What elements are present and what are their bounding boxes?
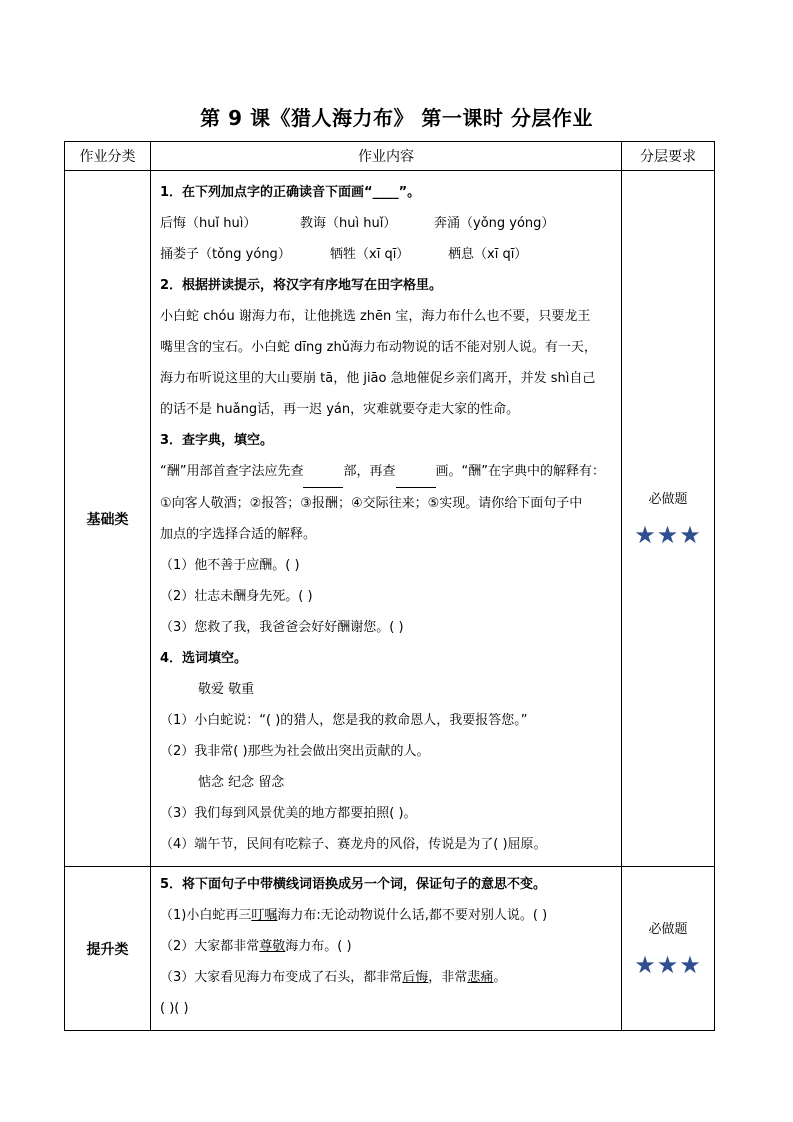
star-rating-icon: ★★★ [634, 521, 702, 549]
table-header-row [65, 142, 715, 171]
q5-s1-a: （1)小白蛇再三 [160, 908, 252, 923]
q5-answer-blanks[interactable]: ( )( ) [160, 1001, 189, 1016]
q3-item-2: （2）壮志未酬身先死。( ) [160, 589, 313, 604]
q1-line2 [160, 239, 613, 270]
q3-line1-c: 画。“酬”在字典中的解释有： [435, 464, 605, 479]
requirement-basic [622, 171, 715, 867]
q3-blank-radical[interactable] [303, 456, 343, 488]
q1-word-4: 捅娄子（tǒng yóng） [160, 247, 291, 262]
table-row-advanced [65, 867, 715, 1031]
q5-sentence-1 [160, 900, 613, 931]
q2-title: 2．根据拼读提示，将汉字有序地写在田字格里。 [160, 278, 443, 293]
q4-item-3: （3）我们每到风景优美的地方都要拍照( )。 [160, 806, 417, 821]
q1-word-5: 牺牲（xī qī） [330, 247, 410, 262]
q5-s1-underlined: 叮嘱 [251, 908, 278, 923]
q3-title: 3．查字典，填空。 [160, 433, 274, 448]
requirement-advanced-label: 必做题 [648, 922, 688, 937]
q5-s3-underlined-2: 悲痛 [467, 970, 494, 985]
q3-line3: 加点的字选择合适的解释。 [160, 527, 317, 542]
q4-item-2: （2）我非常( )那些为社会做出突出贡献的人。 [160, 744, 430, 759]
q3-item-1: （1）他不善于应酬。( ) [160, 558, 300, 573]
requirement-basic-label: 必做题 [648, 492, 688, 507]
q5-s2-underlined: 尊敬 [259, 939, 286, 954]
q5-s2-a: （2）大家都非常 [160, 939, 260, 954]
q5-sentence-2 [160, 931, 613, 962]
q2-text-2: 嘴里含的宝石。小白蛇 dīng zhǔ海力布动物说的话不能对别人说。有一天， [160, 340, 597, 355]
requirement-advanced [622, 867, 715, 1031]
header-content: 作业内容 [151, 142, 622, 171]
q4-words-2: 惦念 纪念 留念 [198, 775, 285, 790]
q1-word-6: 栖息（xī qī） [448, 247, 528, 262]
q2-text-4: 的话不是 huǎng话，再一迟 yán，灾难就要夺走大家的性命。 [160, 402, 520, 417]
q5-s3-mid: ，非常 [428, 970, 468, 985]
q3-blank-strokes[interactable] [396, 456, 436, 488]
q1-word-3: 奔涌（yǒng yóng） [434, 216, 555, 231]
content-basic [151, 171, 622, 867]
q5-s1-b: 海力布:无论动物说什么话,都不要对别人说。( ) [277, 908, 548, 923]
q1-line1 [160, 208, 613, 239]
q4-item-4: （4）端午节，民间有吃粽子、赛龙舟的风俗，传说是为了( )屈原。 [160, 837, 547, 852]
q5-s3-a: （3）大家看见海力布变成了石头，都非常 [160, 970, 403, 985]
q5-s3-underlined-1: 后悔 [402, 970, 429, 985]
category-basic: 基础类 [65, 171, 151, 867]
q3-line2: ①向客人敬酒；②报答；③报酬；④交际往来；⑤实现。请你给下面句子中 [160, 496, 583, 511]
q1-word-2: 教诲（huì huǐ） [300, 216, 397, 231]
q1-title: 1．在下列加点字的正确读音下面画“____”。 [160, 185, 421, 200]
q3-item-3: （3）您救了我，我爸爸会好好酬谢您。( ) [160, 620, 404, 635]
header-requirement: 分层要求 [622, 142, 715, 171]
table-row-basic [65, 171, 715, 867]
q4-title: 4．选词填空。 [160, 651, 248, 666]
category-advanced: 提升类 [65, 867, 151, 1031]
q3-line1-b: 部，再查 [343, 464, 396, 479]
homework-table [64, 141, 715, 1031]
q5-title: 5．将下面句子中带横线词语换成另一个词，保证句子的意思不变。 [160, 877, 547, 892]
header-category: 作业分类 [65, 142, 151, 171]
q3-line1-a: “酬”用部首查字法应先查 [160, 464, 304, 479]
content-advanced [151, 867, 622, 1031]
q5-s3-b: 。 [493, 970, 507, 985]
star-rating-icon: ★★★ [634, 951, 702, 979]
q1-word-1: 后悔（huǐ huì） [160, 216, 257, 231]
q2-text-1: 小白蛇 chóu 谢海力布，让他挑选 zhēn 宝，海力布什么也不要，只要龙王 [160, 309, 591, 324]
q4-words-1: 敬爱 敬重 [198, 682, 255, 697]
page-title: 第 9 课《猎人海力布》 第一课时 分层作业 [200, 106, 593, 130]
q2-text-3: 海力布听说这里的大山要崩 tā，他 jiāo 急地催促乡亲们离开，并发 shì自己 [160, 371, 596, 386]
q3-line1 [160, 456, 613, 488]
q5-s2-b: 海力布。( ) [285, 939, 352, 954]
q4-item-1: （1）小白蛇说：“( )的猎人，您是我的救命恩人，我要报答您。” [160, 713, 528, 728]
q5-sentence-3 [160, 962, 613, 993]
